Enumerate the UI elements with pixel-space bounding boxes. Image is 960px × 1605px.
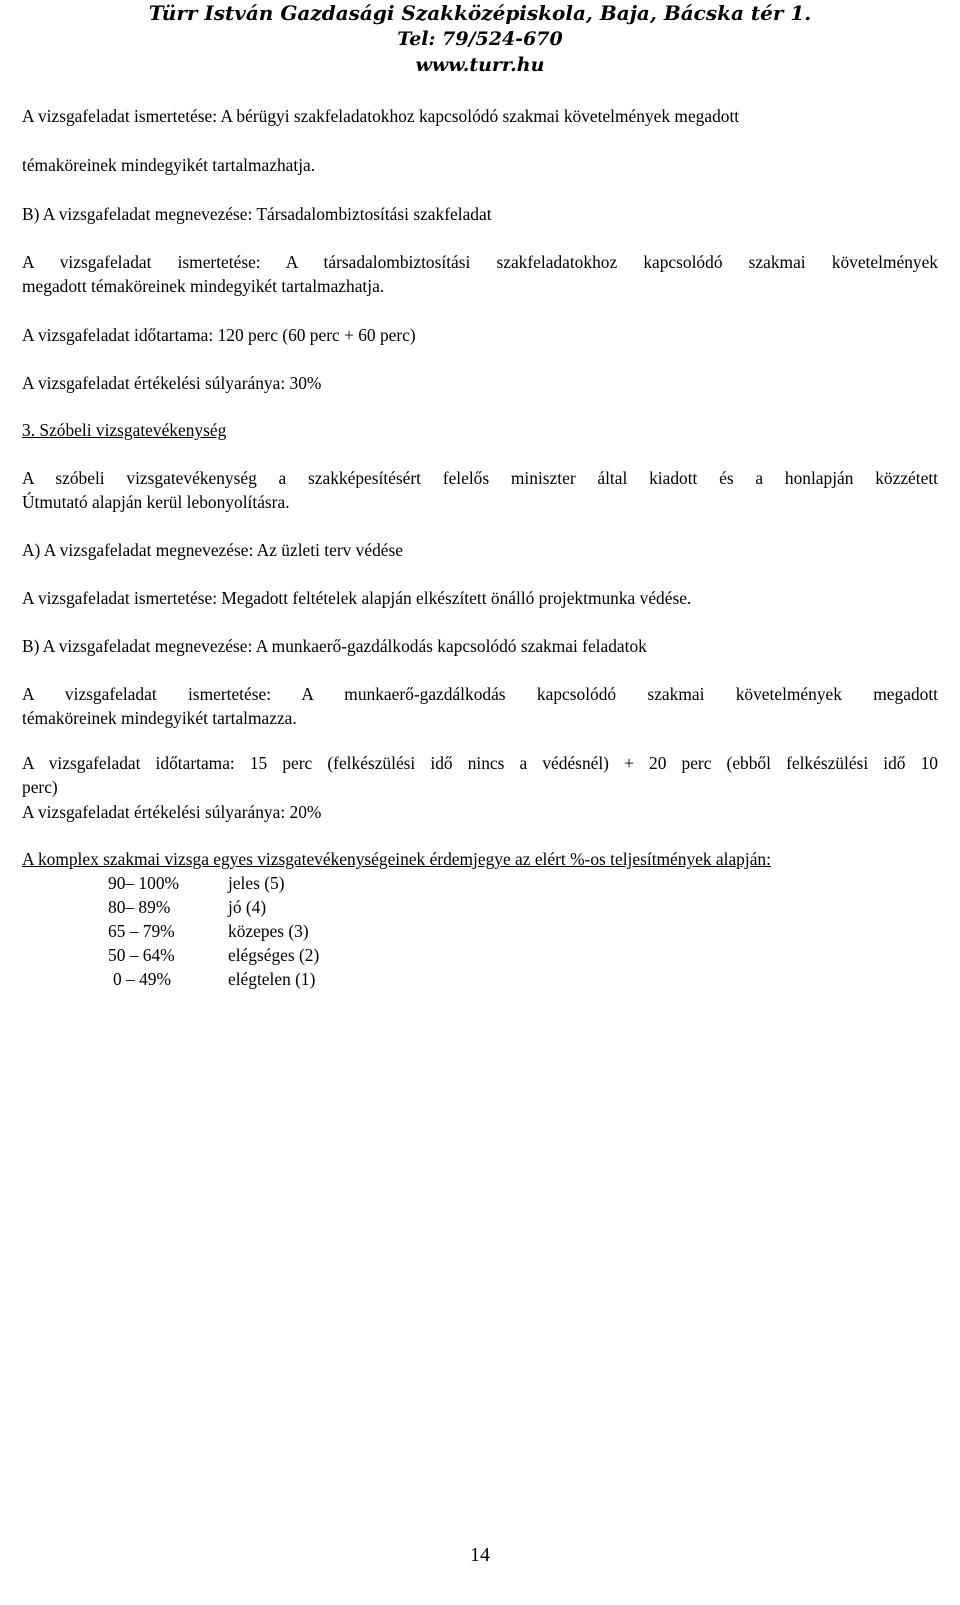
task-a-title: A) A vizsgafeladat megnevezése: Az üzleti terv védése (22, 540, 403, 560)
weight-20: A vizsgafeladat értékelési súlyaránya: 20% (22, 802, 322, 822)
grade-label: elégtelen (1) (228, 969, 316, 989)
task-a-description: A vizsgafeladat ismertetése: Megadott feltételek alapján elkészített önálló projektmunka védése. (22, 588, 692, 608)
grade-range: 80– 89% (108, 897, 171, 917)
task-b-title: B) A vizsgafeladat megnevezése: Társadalombiztosítási szakfeladat (22, 204, 492, 224)
p11-line2: perc) (22, 777, 58, 797)
p11-line1: A vizsgafeladat időtartama: 15 perc (felkészülési idő nincs a védésnél) + 20 perc (ebből felkészülési idő 10 (22, 753, 938, 773)
section-title-oral: 3. Szóbeli vizsgatevékenység (22, 420, 227, 440)
grade-label: jeles (5) (228, 873, 285, 893)
p3-line2: megadott témaköreinek mindegyikét tartalmazhatja. (22, 276, 385, 296)
grade-label: közepes (3) (228, 921, 309, 941)
p10-line2: témaköreinek mindegyikét tartalmazza. (22, 708, 297, 728)
p6-line2: Útmutató alapján kerül lebonyolításra. (22, 492, 290, 512)
website-header: www.turr.hu (415, 54, 545, 76)
p1-line1: A vizsgafeladat ismertetése: A bérügyi szakfeladatokhoz kapcsolódó szakmai követelmények megadott (22, 106, 740, 126)
grade-label: elégséges (2) (228, 945, 320, 965)
weight-30: A vizsgafeladat értékelési súlyaránya: 30% (22, 373, 322, 393)
grade-range: 90– 100% (108, 873, 180, 893)
p3-line1: A vizsgafeladat ismertetése: A társadalombiztosítási szakfeladatokhoz kapcsolódó szakmai követelmények (22, 252, 938, 272)
grade-range: 0 – 49% (113, 969, 171, 989)
grade-label: jó (4) (228, 897, 267, 917)
p10-line1: A vizsgafeladat ismertetése: A munkaerő-gazdálkodás kapcsolódó szakmai követelmények megadott (22, 684, 938, 704)
duration-120: A vizsgafeladat időtartama: 120 perc (60 perc + 60 perc) (22, 325, 416, 345)
school-name-header: Türr István Gazdasági Szakközépiskola, Baja, Bácska tér 1. (148, 1, 812, 25)
phone-header: Tel: 79/524-670 (397, 28, 563, 50)
grade-range: 65 – 79% (108, 921, 175, 941)
p6-line1: A szóbeli vizsgatevékenység a szakképesítésért felelős miniszter által kiadott és a honlapján közzétett (22, 468, 938, 488)
page-number: 14 (470, 1544, 490, 1566)
grading-title: A komplex szakmai vizsga egyes vizsgatevékenységeinek érdemjegye az elért %-os teljesítmények alapján: (22, 849, 771, 869)
task-b2-title: B) A vizsgafeladat megnevezése: A munkaerő-gazdálkodás kapcsolódó szakmai feladatok (22, 636, 647, 656)
p1-line2: témaköreinek mindegyikét tartalmazhatja. (22, 155, 316, 175)
grade-range: 50 – 64% (108, 945, 175, 965)
